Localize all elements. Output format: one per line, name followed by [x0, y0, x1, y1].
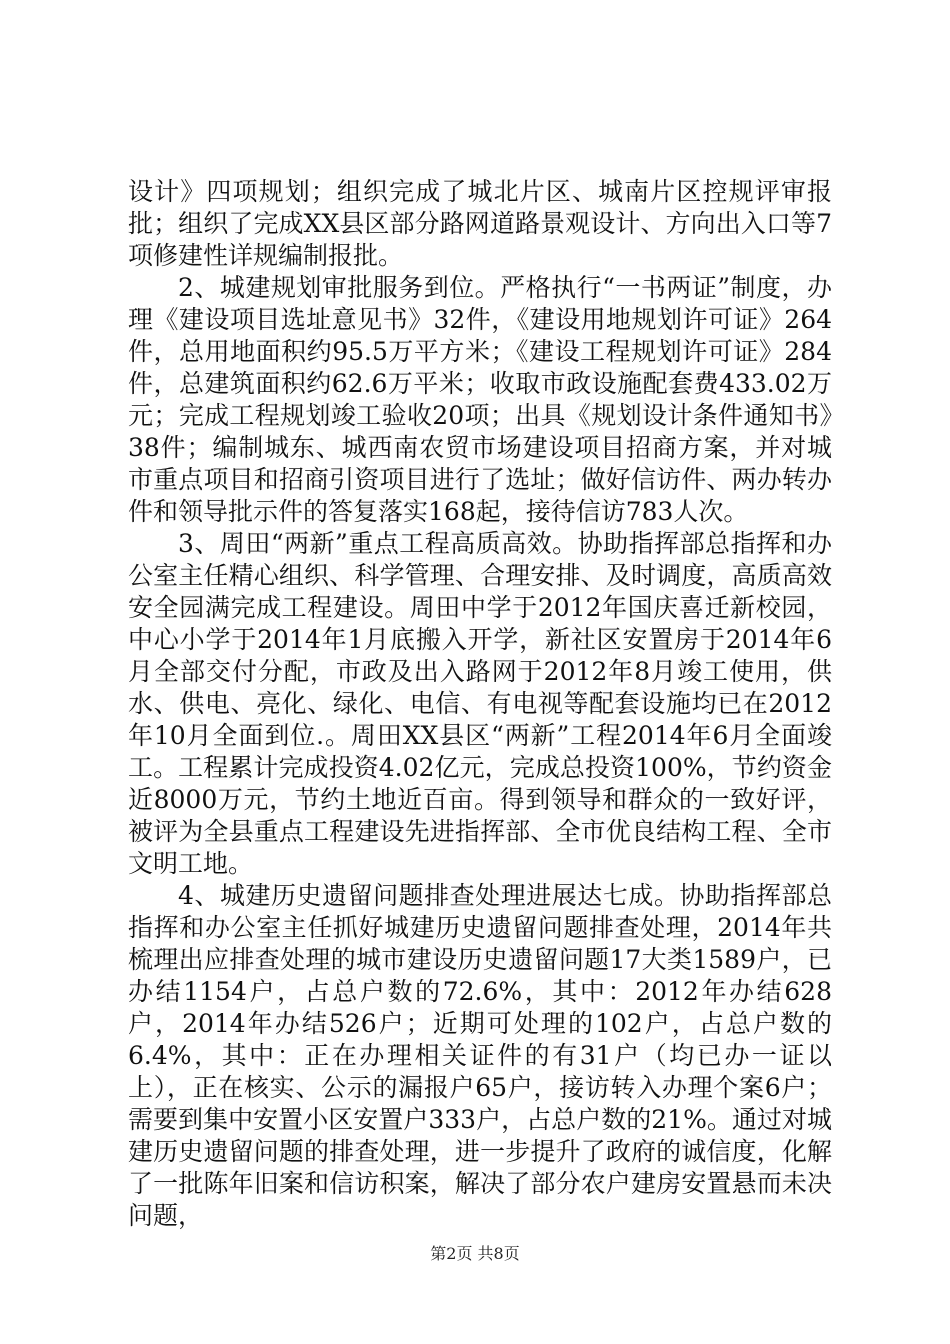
- paragraph-zhoutian-project: 3、周田“两新”重点工程高质高效。协助指挥部总指挥和办公室主任精心组织、科学管理、合理安排、及时调度，高质高效安全园满完成工程建设。周田中学于2012年国庆喜迁新校园，中心小学于2014年1月底搬入开学，新社区安置房于2014年6月全部交付分配，市政及出入路网于2012年8月竣工使用，供水、供电、亮化、绿化、电信、有电视等配套设施均已在2012年10月全面到位.。周田XX县区“两新”工程2014年6月全面竣工。工程累计完成投资4.02亿元，完成总投资100%，节约资金近8000万元，节约土地近百亩。得到领导和群众的一致好评，被评为全县重点工程建设先进指挥部、全市优良结构工程、全市文明工地。: [128, 529, 832, 878]
- paragraph-continuation: 设计》四项规划；组织完成了城北片区、城南片区控规评审报批；组织了完成XX县区部分路网道路景观设计、方向出入口等7项修建性详规编制报批。: [128, 177, 832, 270]
- document-body: [128, 176, 832, 1232]
- paragraph-planning-approval: 2、城建规划审批服务到位。严格执行“一书两证”制度，办理《建设项目选址意见书》32件，《建设用地规划许可证》264件，总用地面积约95.5万平方米；《建设工程规划许可证》284件，总建筑面积约62.6万平米；收取市政设施配套费433.02万元；完成工程规划竣工验收20项；出具《规划设计条件通知书》38件；编制城东、城西南农贸市场建设项目招商方案，并对城市重点项目和招商引资项目进行了选址；做好信访件、两办转办件和领导批示件的答复落实168起，接待信访783人次。: [128, 273, 832, 526]
- paragraph-historical-issues: 4、城建历史遗留问题排查处理进展达七成。协助指挥部总指挥和办公室主任抓好城建历史遗留问题排查处理，2014年共梳理出应排查处理的城市建设历史遗留问题17大类1589户，已办结1154户，占总户数的72.6%，其中：2012年办结628户，2014年办结526户；近期可处理的102户，占总户数的6.4%，其中：正在办理相关证件的有31户（均已办一证以上），正在核实、公示的漏报户65户，接访转入办理个案6户；需要到集中安置小区安置户333户，占总户数的21%。通过对城建历史遗留问题的排查处理，进一步提升了政府的诚信度，化解了一批陈年旧案和信访积案，解决了部分农户建房安置悬而未决问题，: [128, 881, 832, 1230]
- page-footer: 第2页 共8页: [430, 1244, 520, 1263]
